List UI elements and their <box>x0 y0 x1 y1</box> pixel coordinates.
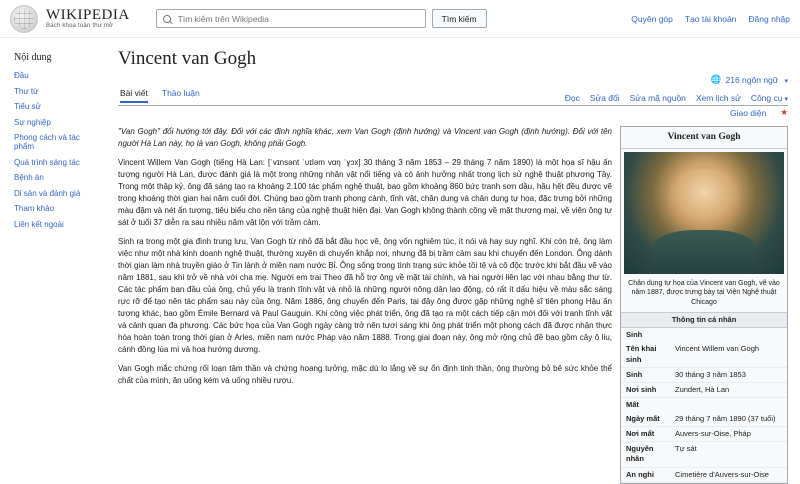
appearance-row <box>118 107 788 118</box>
search-icon <box>163 15 171 23</box>
infobox-row-deathdate <box>621 412 787 427</box>
infobox-key-birthplace: Nơi sinh <box>626 384 657 394</box>
article-actions <box>565 93 788 103</box>
health-paragraph: Van Gogh mắc chứng rối loạn tâm thần và chứng hoang tưởng, mặc dù lo lắng về sự ổn định tinh thần, ông thường bỏ bê sức khỏe thể chất của mình, ăn uống kém và uống nhiều rượu. <box>118 364 612 385</box>
infobox-row-deathplace <box>621 427 787 442</box>
toc-item-thu-tu[interactable]: Thư từ <box>14 86 39 96</box>
page-body <box>0 38 800 479</box>
article-layout <box>118 126 788 484</box>
language-switcher-button[interactable] <box>711 74 788 85</box>
header-links <box>631 14 790 24</box>
infobox-key-birthdate: Sinh <box>626 369 643 379</box>
infobox-value-birthdate: 30 tháng 3 năm 1853 <box>675 369 746 379</box>
donate-link[interactable]: Quyên góp <box>631 13 673 24</box>
infobox-key-cause: Nguyên nhân <box>626 444 654 464</box>
wordmark-title: WIKIPEDIA <box>46 6 130 23</box>
action-edit[interactable]: Sửa đổi <box>589 93 620 103</box>
infobox-portrait-image[interactable] <box>624 152 784 274</box>
toc-list <box>14 71 100 229</box>
infobox-value-deathdate: 29 tháng 7 năm 1890 (37 tuổi) <box>675 414 776 423</box>
namespace-tabs <box>118 88 200 103</box>
language-count-label: 216 ngôn ngữ <box>725 74 779 85</box>
infobox-value-birthplace: Zundert, Hà Lan <box>675 384 730 394</box>
toc-heading: Nội dung <box>14 52 52 63</box>
infobox-value-deathplace: Auvers-sur-Oise, Pháp <box>675 429 751 439</box>
action-edit-source[interactable]: Sửa mã nguồn <box>629 93 686 103</box>
article-tabs-row <box>118 88 788 106</box>
infobox-row-birthdate <box>621 368 787 383</box>
watch-star-icon[interactable]: ★ <box>780 107 788 117</box>
infobox-caption: Chân dung tự họa của Vincent van Gogh, vẽ vào năm 1887, được trưng bày tại Viện Nghệ thuật Chicago <box>628 279 780 306</box>
action-read[interactable]: Đọc <box>564 93 580 103</box>
infobox-title: Vincent van Gogh <box>621 127 787 149</box>
toc-item-dau[interactable]: Đầu <box>14 71 29 80</box>
tab-article[interactable]: Bài viết <box>120 88 148 103</box>
infobox-value-restingplace: Cimetière d'Auvers-sur-Oise <box>675 469 769 479</box>
wikipedia-wordmark[interactable] <box>46 7 130 30</box>
toc-item-di-san[interactable]: Di sản và đánh giá <box>14 188 81 198</box>
infobox-key-deathdate: Ngày mất <box>626 414 660 423</box>
infobox-value-birthname: Vincent Willem van Gogh <box>675 344 760 354</box>
search-button[interactable]: Tìm kiếm <box>432 9 487 28</box>
lead-paragraph: Vincent Willem Van Gogh (tiếng Hà Lan: [ˈvɪnsənt ˈʋɪləm vɑŋ ˈɣɔx] 30 tháng 3 năm 1853 – 29 tháng 7 năm 1890) là một họa sĩ hậu ấn tượng người Hà Lan, được đánh giá là một trong những nhân vật nổi tiếng và có ảnh hưởng nhất trong lịch sử nghệ thuật phương Tây. Trong một thập kỷ, ông đã sáng tạo ra khoảng 2.100 tác phẩm nghệ thuật, bao gồm khoảng 860 bức tranh sơn dầu, hầu hết đều được vẽ trong khoảng thời gian hai năm cuối đời. Chúng bao gồm tranh phong cảnh, tĩnh vật, chân dung và chân dung tự họa, đặc trưng bởi những màu đậm và nét ấn tượng, tiêu biểu cho nền tảng của nghệ thuật hiện đại. Van Gogh không thành công về mặt thương mại, về viên ông tự sát ở tuổi 37 diễn ra sau nhiều năm vật lộn với trầm cảm. <box>118 158 612 227</box>
search-input-wrapper[interactable] <box>156 9 426 28</box>
language-row <box>118 74 788 85</box>
article-text <box>118 126 612 484</box>
toc-item-benh-an[interactable]: Bệnh án <box>14 173 44 182</box>
infobox-key-deathplace: Nơi mất <box>626 429 655 439</box>
infobox-key-restingplace: An nghỉ <box>626 469 654 479</box>
toc-item-lien-ket[interactable]: Liên kết ngoài <box>14 219 64 229</box>
wordmark-subtitle: Bách khoa toàn thư mở <box>46 23 114 30</box>
site-header <box>0 0 800 38</box>
infobox-subheading-died: Mất <box>626 399 639 409</box>
infobox-section-personal: Thông tin cá nhân <box>621 312 787 328</box>
infobox-row-birthplace <box>621 383 787 398</box>
tab-talk[interactable]: Thảo luận <box>161 88 200 98</box>
infobox-row-restingplace <box>621 468 787 483</box>
create-account-link[interactable]: Tạo tài khoản <box>684 13 737 24</box>
appearance-menu-button[interactable]: Giao diện <box>729 107 767 118</box>
infobox <box>620 126 788 484</box>
search-area <box>156 9 487 28</box>
infobox-key-birthname: Tên khai sinh <box>626 344 657 364</box>
search-input[interactable] <box>176 13 419 25</box>
article-content <box>108 38 800 479</box>
toc-item-phong-cach[interactable]: Phong cách và tác phẩm <box>14 133 80 151</box>
language-icon: 🌐 <box>710 74 722 84</box>
tools-menu-button[interactable]: Công cụ ▾ <box>751 93 788 103</box>
wikipedia-globe-logo[interactable] <box>10 5 38 33</box>
table-of-contents <box>0 38 108 412</box>
infobox-row-birthname <box>621 342 787 367</box>
biography-paragraph: Sinh ra trong một gia đình trung lưu, Van Gogh từ nhỏ đã bắt đầu học vẽ, ông vốn nghiêm túc, ít nói và hay suy nghĩ. Khi còn trẻ, ông làm việc như một nhà kinh doanh nghệ thuật, thường xuyên di chuyển khắp nơi, nhưng đã bị trầm cảm sau khi chuyển đến London. Ông dành thời gian làm nhà truyền giáo ở Tin lành ở miền nam nước Bỉ. Ông sống trong tình trạng sức khỏe tồi tệ và cô độc trước khi bắt đầu vẽ vào năm 1881, sau khi trở về nhà với cha mẹ. Người em trai Theo đã hỗ trợ ông về mặt tài chính, và hai người liên lạc với nhau bằng thư từ. Các tác phẩm ban đầu của ông, chủ yếu là tranh tĩnh vật và nhỏ là những người nông dân lao động, có rất ít dấu hiệu về màu sắc sáng rực rỡ để tạo nên tác phẩm sau này của ông. Năm 1886, ông chuyển đến Paris, tại đây ông được gặp những nghệ sĩ tiên phong Hậu ấn tượng khác, bao gồm Émile Bernard và Paul Gauguin. Khi công việc phát triển, ông đã tạo ra một cách tiếp cận mới đối với tranh tĩnh vật và cảnh quan đa phương. Các bức họa của Van Gogh ngày càng trở nên tươi sáng khi ông phát triển một phong cách đã được nhận thực hóa hoàn toàn trong thời gian ở Arles, miền nam nước Pháp vào năm 1888. Trong giai đoạn này, ông mở rộng chủ đề bao gồm cây ô liu, cánh đồng lúa mì và hoa hướng dương. <box>118 237 612 354</box>
infobox-subheading-born: Sinh <box>626 330 643 340</box>
toc-item-tieu-su[interactable]: Tiểu sử <box>14 102 41 111</box>
toc-item-su-nghiep[interactable]: Sự nghiệp <box>14 117 51 127</box>
infobox-row-cause <box>621 442 787 467</box>
login-link[interactable]: Đăng nhập <box>748 13 790 24</box>
page-title: Vincent van Gogh <box>118 48 257 69</box>
hatnote: "Van Gogh" đổi hướng tới đây. Đối với các định nghĩa khác, xem Van Gogh (định hướng) và Vincent van Gogh (định hướng). Đối với tên người Hà Lan này, họ là van Gogh, không phải Gogh. <box>118 127 612 148</box>
toc-item-qua-trinh[interactable]: Quá trình sáng tác <box>14 157 80 167</box>
chevron-down-icon <box>782 75 788 85</box>
toc-item-tham-khao[interactable]: Tham khảo <box>14 204 55 213</box>
action-history[interactable]: Xem lịch sử <box>695 93 741 103</box>
infobox-value-cause: Tự sát <box>675 444 697 454</box>
